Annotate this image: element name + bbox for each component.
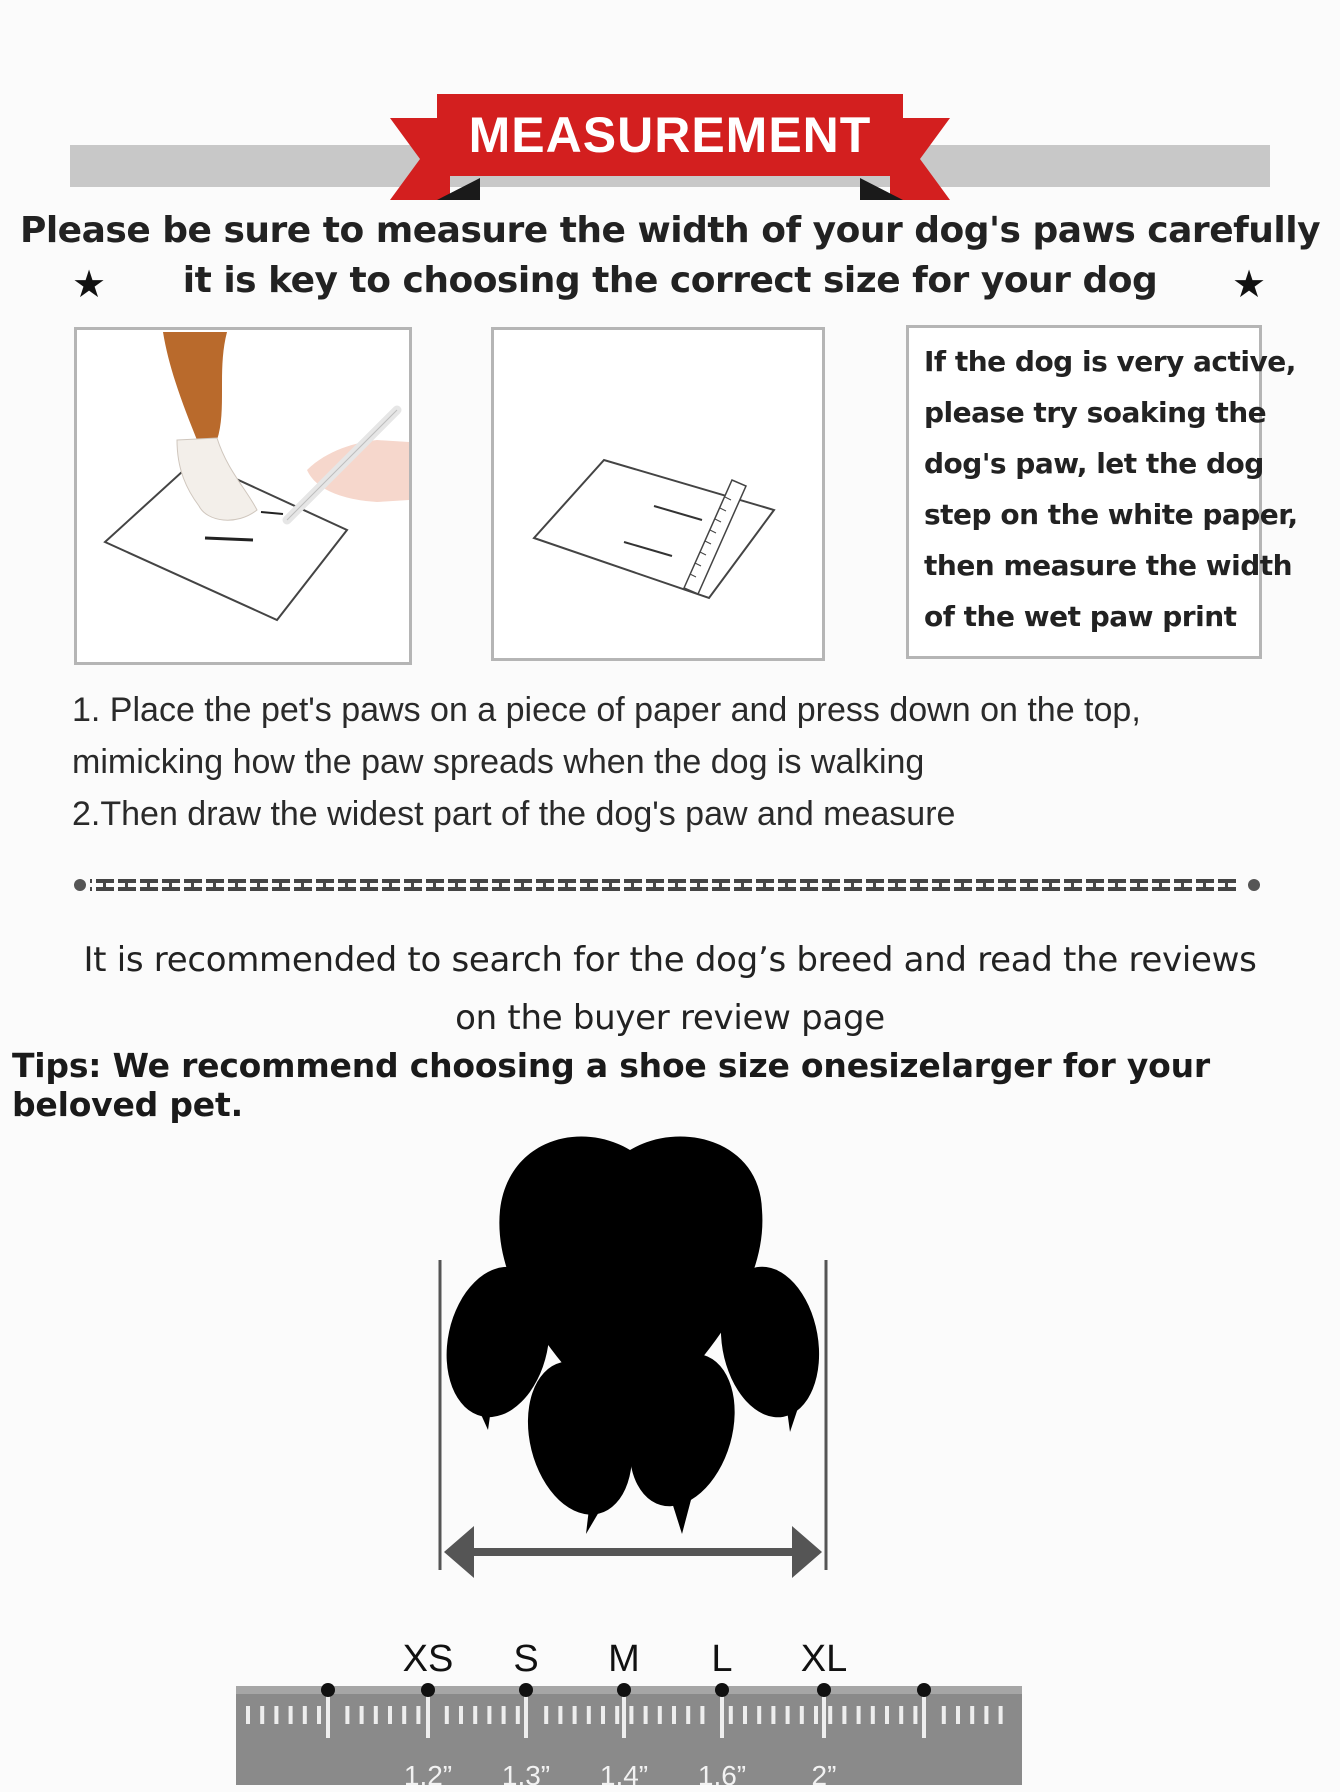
- illustration-ruler: [491, 327, 825, 661]
- ruler-marker-dot: [817, 1683, 831, 1697]
- width-label-xl: 2”: [811, 1760, 837, 1791]
- size-label-m: M: [608, 1638, 640, 1680]
- ruler-marker-dot: [421, 1683, 435, 1697]
- width-label-s: 1.3”: [501, 1760, 551, 1791]
- note-line: please try soaking the: [924, 396, 1267, 429]
- recommendation-line1: It is recommended to search for the dog’s breed and read the reviews: [83, 940, 1257, 980]
- width-label-l: 1.6”: [697, 1760, 747, 1791]
- ruler-marker-dot: [321, 1683, 335, 1697]
- ruler-marker-dot: [715, 1683, 729, 1697]
- size-label-xs: XS: [402, 1638, 454, 1680]
- step1-line1: 1. Place the pet's paws on a piece of paper and press down on the top,: [72, 691, 1141, 729]
- headline-line1: Please be sure to measure the width of your dog's paws carefully: [19, 210, 1321, 251]
- star-icon-left: ★: [72, 264, 107, 306]
- note-line: then measure the width: [924, 549, 1293, 582]
- illustration-paw-pen: [74, 327, 412, 665]
- width-label-xs: 1.2”: [403, 1760, 453, 1791]
- ruler-marker-dot: [519, 1683, 533, 1697]
- note-line: dog's paw, let the dog: [924, 447, 1264, 480]
- note-line: If the dog is very active,: [924, 345, 1296, 378]
- decorative-divider: [72, 874, 1264, 896]
- ruler-marker-dot: [917, 1683, 931, 1697]
- step1-line2: mimicking how the paw spreads when the dog is walking: [72, 743, 925, 781]
- width-label-m: 1.4”: [599, 1760, 649, 1791]
- recommendation-line2: on the buyer review page: [455, 998, 885, 1038]
- note-line: of the wet paw print: [924, 600, 1237, 633]
- tip-text: Tips: We recommend choosing a shoe size onesizelarger for your beloved pet.: [12, 1046, 1210, 1124]
- size-label-xl: XL: [800, 1638, 848, 1680]
- headline-line2: it is key to choosing the correct size for your dog: [182, 260, 1158, 301]
- note-line: step on the white paper,: [924, 498, 1298, 531]
- star-icon-right: ★: [1232, 264, 1267, 306]
- ruler-marker-dot: [617, 1683, 631, 1697]
- paw-pen-drawing: [77, 330, 409, 662]
- size-label-s: S: [513, 1638, 539, 1680]
- size-label-l: L: [711, 1638, 733, 1680]
- banner-title: MEASUREMENT: [437, 94, 903, 176]
- paw-print-icon: [430, 1120, 830, 1580]
- step2: 2.Then draw the widest part of the dog's paw and measure: [72, 795, 956, 833]
- ruler-drawing: [494, 330, 822, 658]
